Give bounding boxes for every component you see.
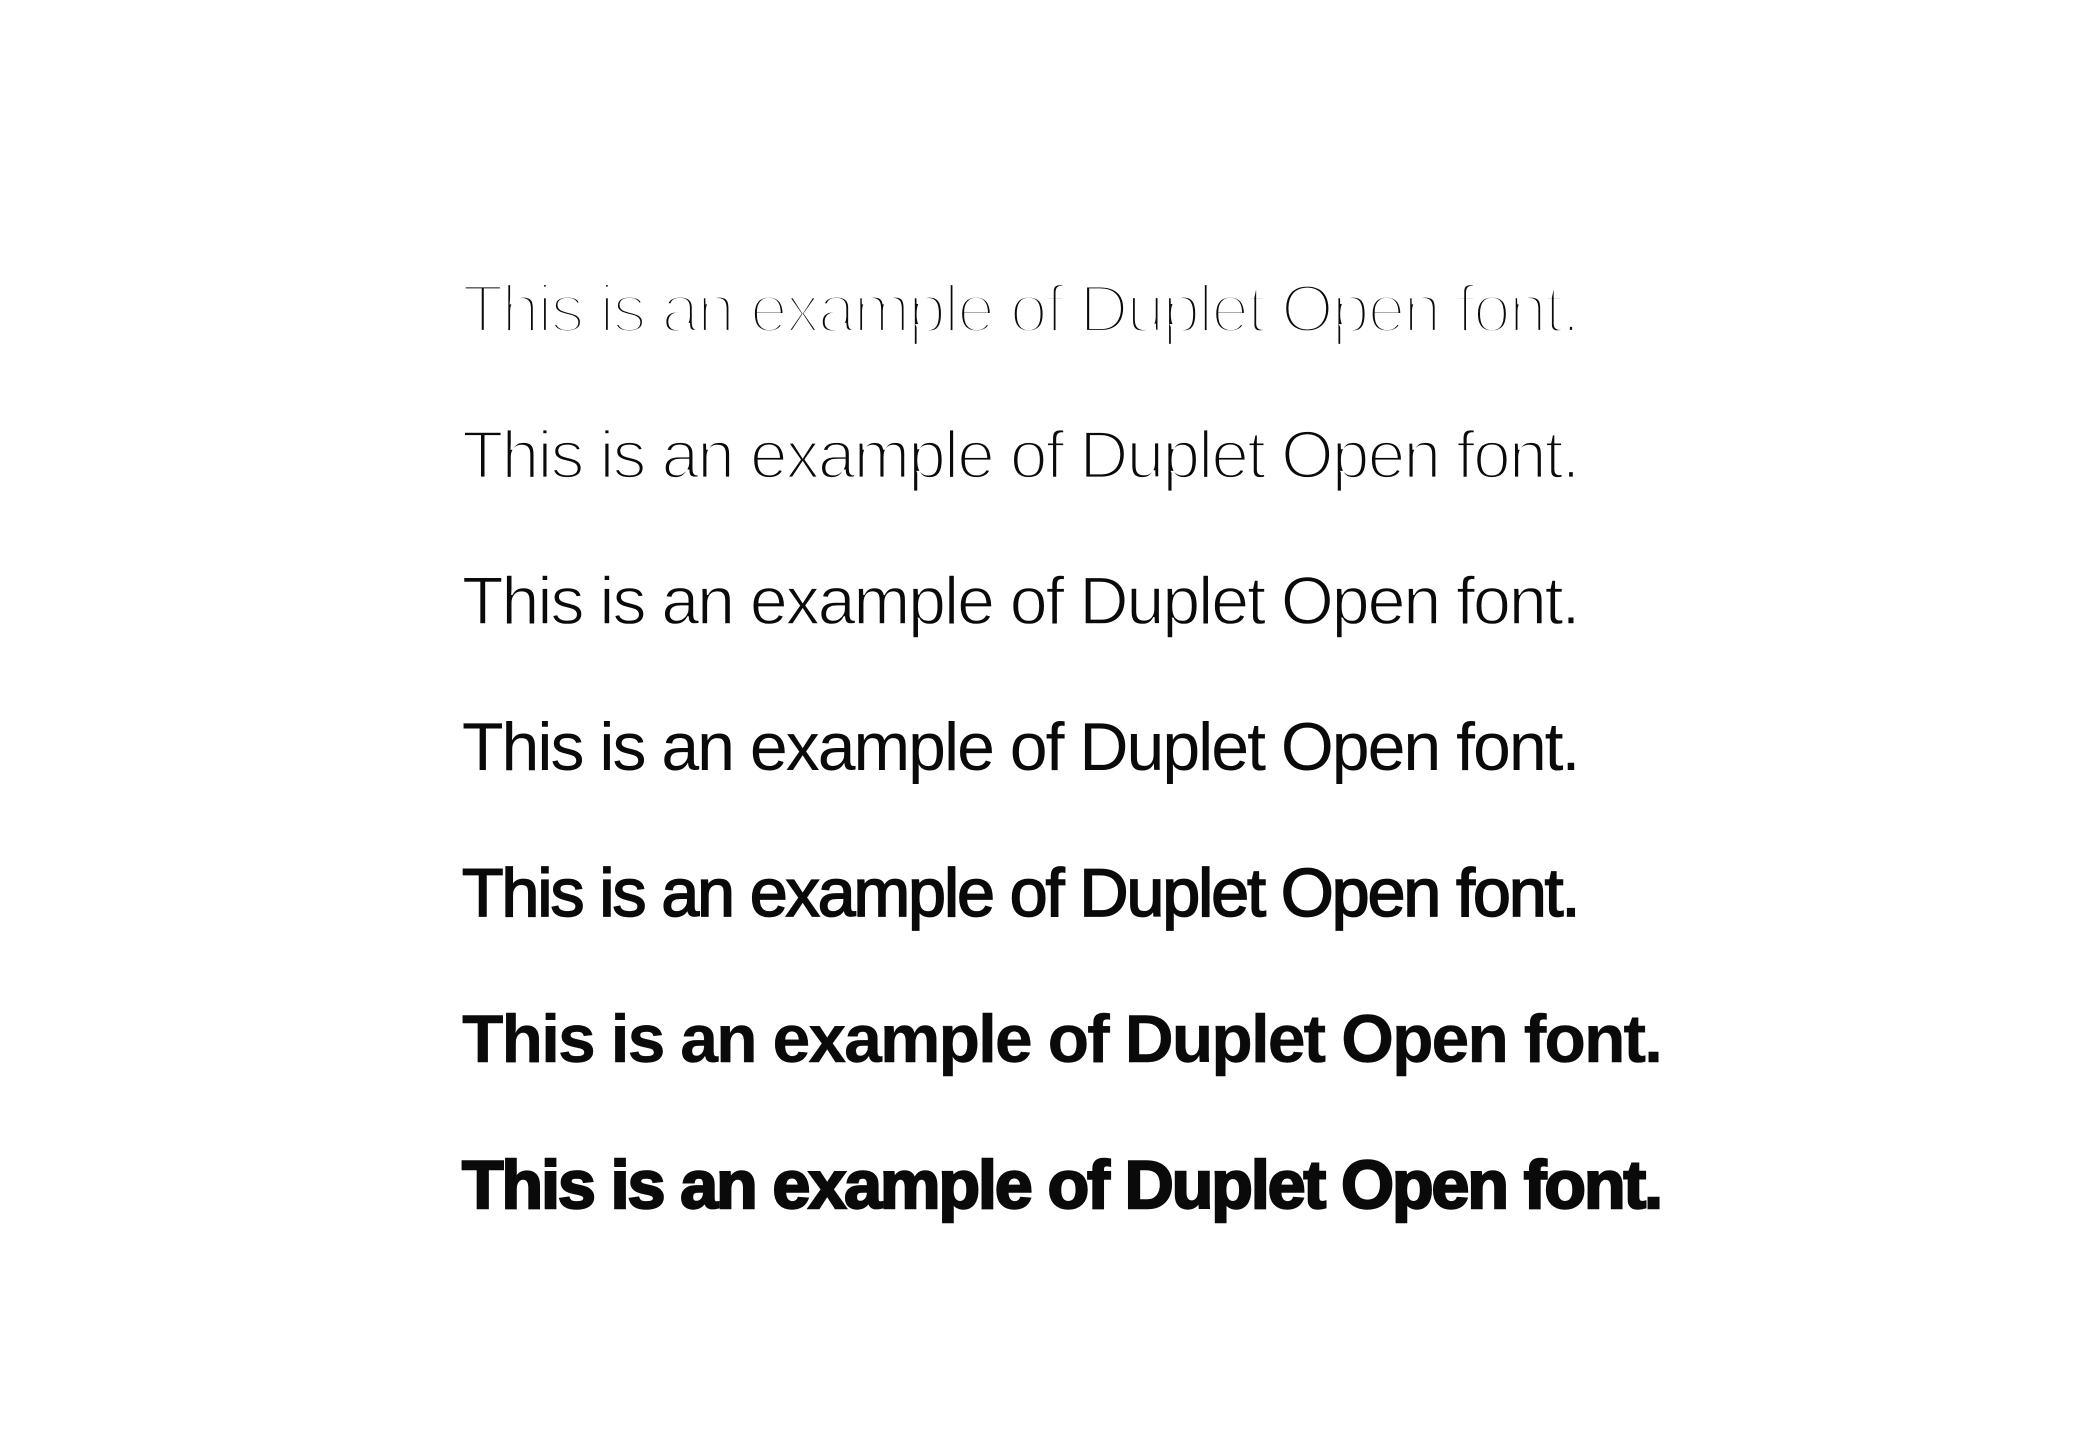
specimen-line-extralight: This is an example of Duplet Open font.	[462, 417, 1579, 493]
specimen-line-medium: This is an example of Duplet Open font.	[462, 855, 1579, 931]
specimen-line-extrabold: This is an example of Duplet Open font.	[462, 1147, 1662, 1223]
specimen-line-thin: This is an example of Duplet Open font.	[462, 271, 1579, 347]
specimen-line-regular: This is an example of Duplet Open font.	[462, 709, 1579, 785]
specimen-line-bold: This is an example of Duplet Open font.	[462, 1001, 1662, 1077]
specimen-line-light: This is an example of Duplet Open font.	[462, 563, 1579, 639]
